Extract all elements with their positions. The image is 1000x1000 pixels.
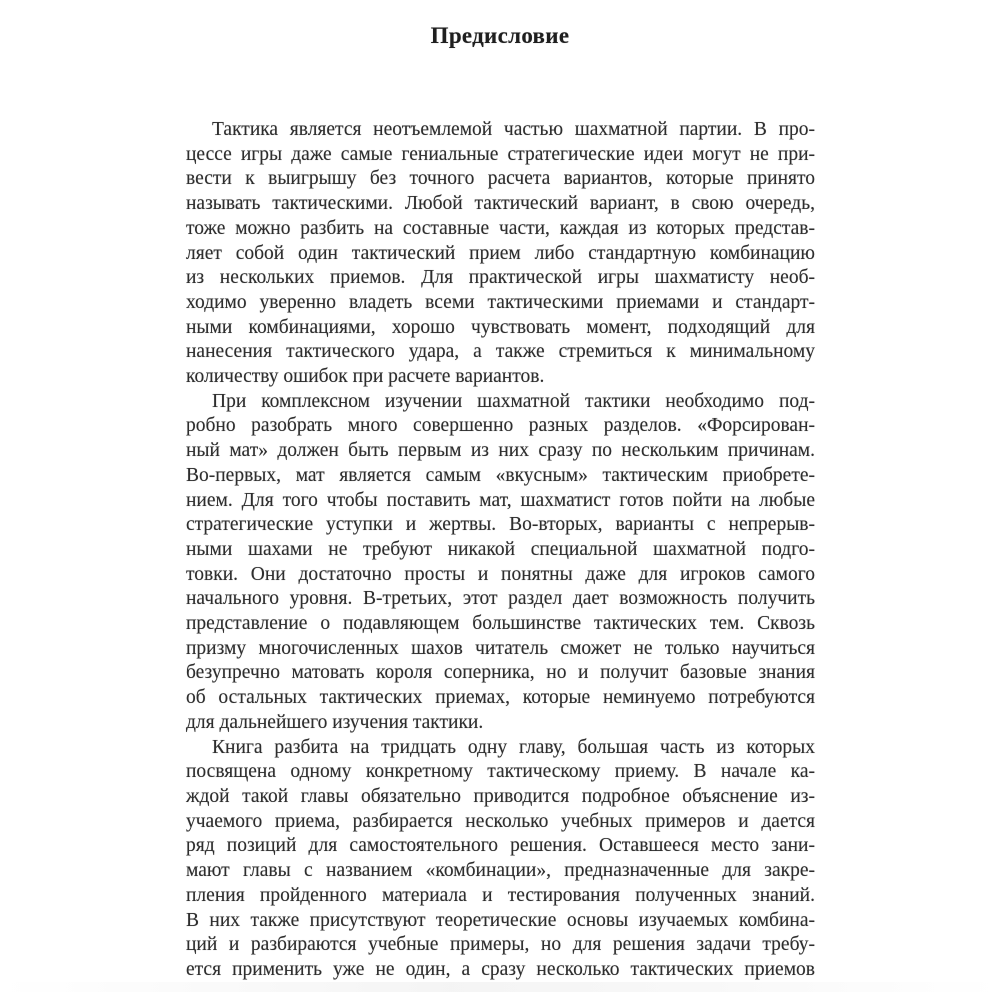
paragraph: [186, 736, 815, 983]
text-line: робно разобрать много совершенно разных разделов. «Форсирован-: [186, 415, 815, 437]
text-line: нием. Для того чтобы поставить мат, шахматист готов пойти на любые: [186, 489, 815, 511]
text-line: безупречно матовать короля соперника, но и получит базовые знания: [186, 662, 815, 684]
text-line: из нескольких приемов. Для практической игры шахматисту необ-: [186, 267, 815, 289]
text-line: При комплексном изучении шахматной тактики необходимо под-: [212, 390, 815, 412]
text-line: ный мат» должен быть первым из них сразу по нескольким причинам.: [186, 440, 815, 462]
text-line: ными комбинациями, хорошо чувствовать момент, подходящий для: [186, 316, 815, 338]
text-line: ряд позиций для самостоятельного решения. Оставшееся место зани-: [186, 835, 815, 857]
text-line: пления пройденного материала и тестирования полученных знаний.: [186, 884, 815, 906]
paragraph: [186, 390, 815, 736]
text-line: мают главы с названием «комбинации», предназначенные для закре-: [186, 860, 815, 882]
text-line: ций и разбираются учебные примеры, но для решения задачи требу-: [186, 934, 815, 956]
page-title: Предисловие: [430, 23, 570, 48]
text-line: Книга разбита на тридцать одну главу, большая часть из которых: [212, 736, 815, 758]
paragraph: [186, 118, 815, 390]
text-line: тоже можно разбить на составные части, каждая из которых представ-: [186, 217, 815, 239]
text-line: называть тактическими. Любой тактический вариант, в свою очередь,: [186, 193, 815, 215]
text-line: Тактика является неотъемлемой частью шахматной партии. В про-: [212, 119, 815, 140]
text-line: ется применить уже не один, а сразу несколько тактических приемов: [186, 958, 815, 980]
text-line: В них также присутствуют теоретические основы изучаемых комбина-: [186, 909, 815, 931]
text-line: товки. Они достаточно просты и понятны даже для игроков самого: [186, 563, 815, 585]
text-line: призму многочисленных шахов читатель сможет не только научиться: [186, 637, 815, 659]
text-line: вести к выигрышу без точного расчета вариантов, которые принято: [186, 168, 815, 190]
text-line: стратегические уступки и жертвы. Во-вторых, варианты с непрерыв-: [186, 514, 815, 536]
scan-noise-band: [0, 982, 1000, 992]
text-line: представление о подавляющем большинстве тактических тем. Сквозь: [186, 613, 815, 635]
text-line: посвящена одному конкретному тактическому приему. В начале ка-: [186, 761, 815, 783]
text-line: учаемого приема, разбирается несколько учебных примеров и дается: [186, 810, 815, 832]
text-line: Во-первых, мат является самым «вкусным» тактическим приобрете-: [186, 464, 815, 486]
page-body: [186, 118, 815, 983]
text-line: нанесения тактического удара, а также стремиться к минимальному: [186, 341, 815, 363]
text-line: начального уровня. В-третьих, этот раздел дает возможность получить: [186, 588, 815, 610]
text-line: ными шахами не требуют никакой специальной шахматной подго-: [186, 538, 815, 560]
text-line: ходимо уверенно владеть всеми тактическими приемами и стандарт-: [186, 291, 815, 313]
text-line: об остальных тактических приемах, которые неминуемо потребуются: [186, 687, 815, 709]
text-line: ляет собой один тактический прием либо стандартную комбинацию: [186, 242, 815, 264]
text-line: ждой такой главы обязательно приводится подробное объяснение из-: [186, 785, 815, 807]
text-line: цессе игры даже самые гениальные стратегические идеи могут не при-: [186, 143, 815, 165]
text-line: количеству ошибок при расчете вариантов.: [186, 366, 545, 388]
text-line: для дальнейшего изучения тактики.: [186, 711, 484, 733]
